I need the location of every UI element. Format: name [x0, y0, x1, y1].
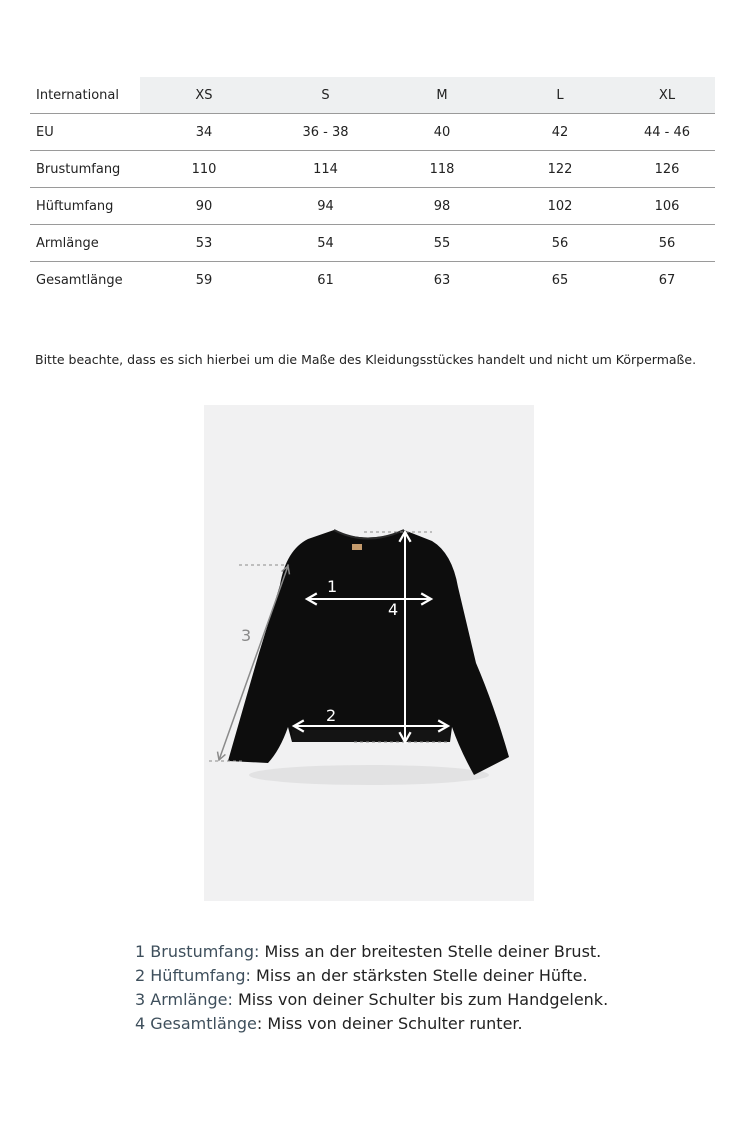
legend-item-brustumfang	[135, 940, 608, 964]
table-row-eu	[30, 114, 715, 151]
header-label: International	[30, 77, 140, 114]
table-cell: 67	[658, 272, 676, 288]
table-cell: 56	[501, 225, 619, 262]
table-cell: 40	[383, 114, 501, 151]
table-cell: 122	[501, 151, 619, 188]
legend-item-hueftumfang	[135, 964, 608, 988]
table-cell: 65	[551, 272, 569, 288]
sweater-diagram	[204, 405, 534, 901]
table-cell: 55	[383, 225, 501, 262]
table-cell: 54	[268, 225, 383, 262]
legend-text: Miss an der stärksten Stelle deiner Hüfte.	[250, 966, 588, 985]
table-row-gesamtlaenge	[30, 262, 715, 299]
row-label: Armlänge	[30, 225, 140, 262]
table-row-armlaenge	[30, 225, 715, 262]
size-m: M	[383, 77, 501, 114]
row-label: Hüftumfang	[30, 188, 140, 225]
legend-item-armlaenge	[135, 988, 608, 1012]
brand-label	[352, 544, 362, 550]
legend-text: Miss von deiner Schulter bis zum Handgelenk.	[232, 990, 609, 1009]
marker-chest: 1	[327, 577, 338, 596]
legend-item-gesamtlaenge	[135, 1012, 608, 1036]
table-cell: 106	[619, 188, 715, 225]
legend-text: Miss an der breitesten Stelle deiner Brust.	[259, 942, 602, 961]
size-xs: XS	[140, 77, 268, 114]
size-l: L	[501, 77, 619, 114]
table-cell: 102	[501, 188, 619, 225]
table-cell: 126	[619, 151, 715, 188]
table-cell: 56	[619, 225, 715, 262]
table-cell: 94	[268, 188, 383, 225]
legend-term: 1 Brustumfang:	[135, 942, 260, 961]
table-cell: 63	[433, 272, 451, 288]
table-cell: 36 - 38	[268, 114, 383, 151]
table-cell: 98	[383, 188, 501, 225]
sweater-hem	[292, 730, 450, 742]
table-cell: 42	[501, 114, 619, 151]
row-label: Brustumfang	[30, 151, 140, 188]
sweater-measurement-figure	[204, 405, 534, 901]
size-xl: XL	[619, 77, 715, 114]
marker-arm: 3	[241, 626, 252, 645]
marker-hip: 2	[326, 706, 337, 725]
size-table-header	[30, 77, 715, 114]
measurement-legend	[135, 940, 608, 1036]
garment-shadow	[249, 765, 489, 785]
table-cell: 118	[383, 151, 501, 188]
table-row-hueftumfang	[30, 188, 715, 225]
size-s: S	[268, 77, 383, 114]
table-cell: 110	[140, 151, 268, 188]
table-cell: 34	[140, 114, 268, 151]
size-table	[30, 77, 715, 298]
table-cell: 90	[140, 188, 268, 225]
table-row-brustumfang	[30, 151, 715, 188]
legend-term: 3 Armlänge:	[135, 990, 233, 1009]
legend-term: 2 Hüftumfang:	[135, 966, 251, 985]
measurement-note: Bitte beachte, dass es sich hierbei um die Maße des Kleidungsstückes handelt und nicht um Körpermaße.	[35, 352, 697, 367]
row-label: EU	[30, 114, 140, 151]
table-cell: 53	[140, 225, 268, 262]
legend-text: : Miss von deiner Schulter runter.	[256, 1014, 523, 1033]
table-cell: 114	[268, 151, 383, 188]
table-cell: 59	[195, 272, 213, 288]
table-cell: 61	[317, 272, 334, 288]
marker-length: 4	[388, 600, 399, 619]
row-label: Gesamtlänge	[36, 272, 123, 288]
legend-term: 4 Gesamtlänge	[135, 1014, 257, 1033]
table-cell: 44 - 46	[619, 114, 715, 151]
